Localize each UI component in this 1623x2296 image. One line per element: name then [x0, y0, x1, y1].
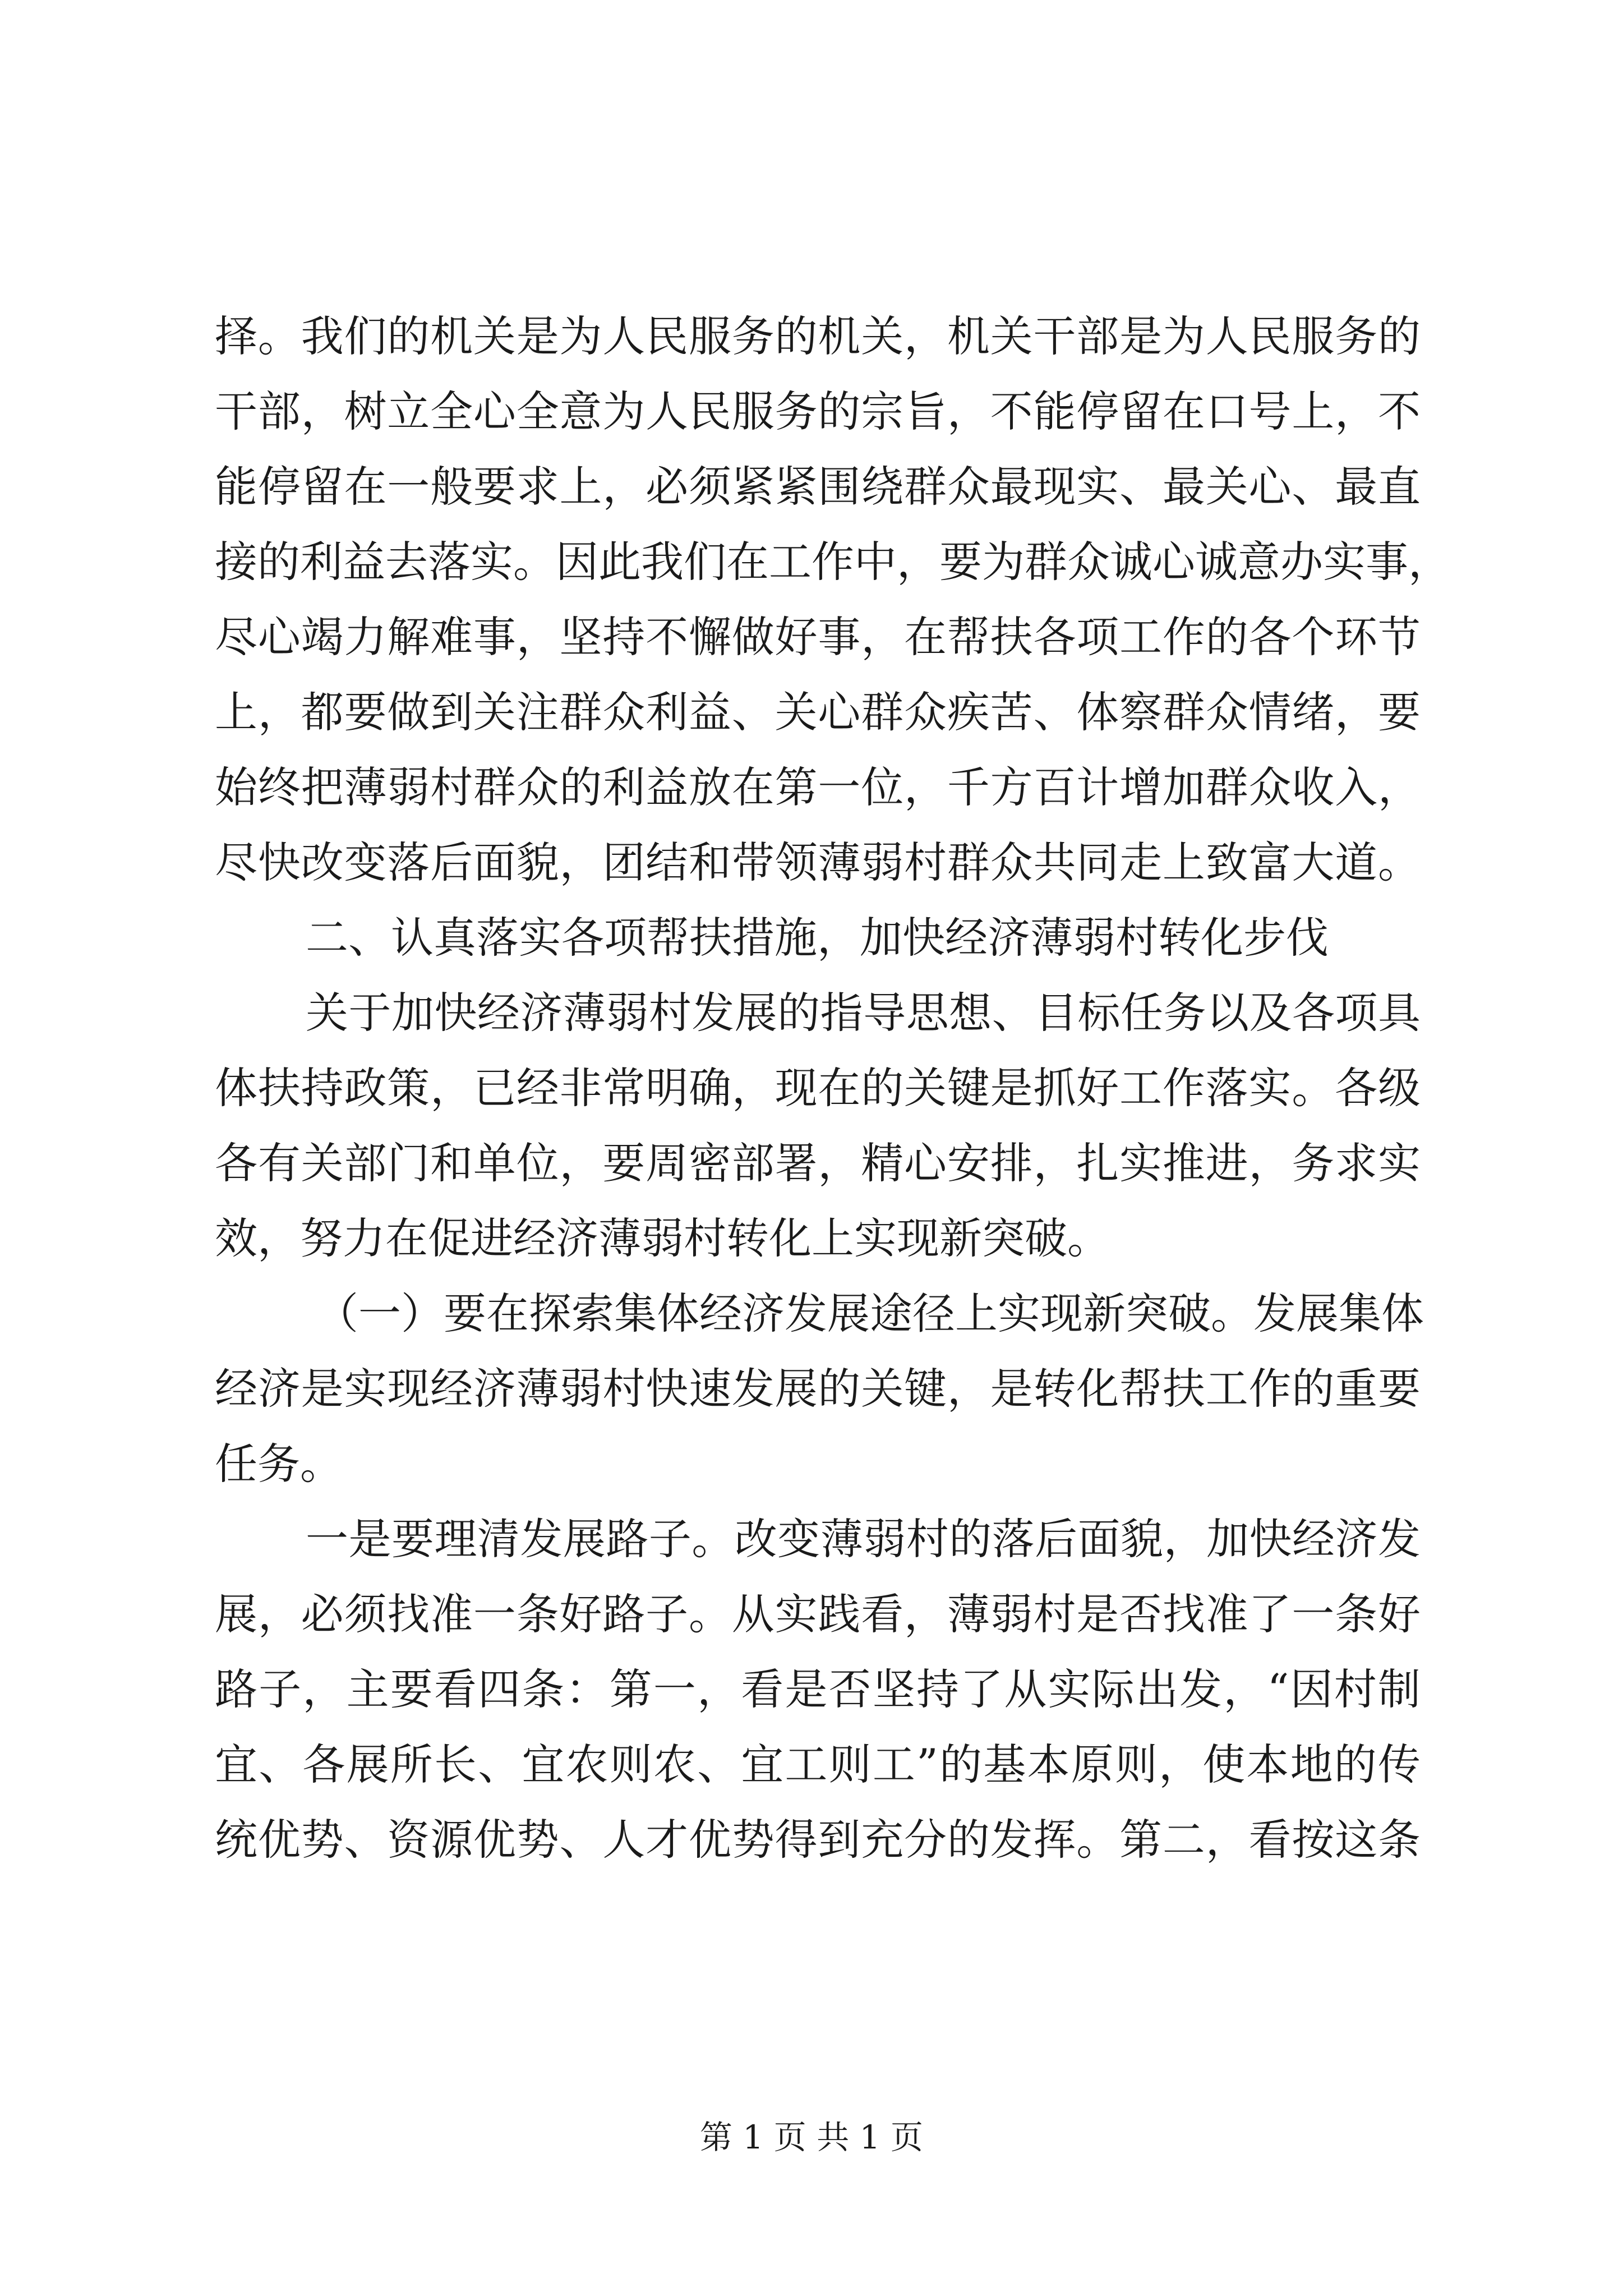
text-line: 能停留在一般要求上，必须紧紧围绕群众最现实、最关心、最直 [215, 462, 1421, 512]
page-footer: 第 1 页 共 1 页 [700, 2118, 923, 2156]
text-line: 择。我们的机关是为人民服务的机关，机关干部是为人民服务的 [215, 311, 1421, 361]
text-line: 经济是实现经济薄弱村快速发展的关键，是转化帮扶工作的重要 [215, 1364, 1421, 1414]
text-line: 路子，主要看四条：第一，看是否坚持了从实际出发，“因村制 [215, 1664, 1421, 1714]
text-line: 一是要理清发展路子。改变薄弱村的落后面貌，加快经济发 [306, 1514, 1421, 1564]
section-heading: 二、认真落实各项帮扶措施，加快经济薄弱村转化步伐 [306, 913, 1329, 963]
text-line: 效，努力在促进经济薄弱村转化上实现新突破。 [215, 1213, 1110, 1263]
text-line: 尽心竭力解难事，坚持不懈做好事，在帮扶各项工作的各个环节 [215, 612, 1421, 662]
text-line: 接的利益去落实。因此我们在工作中，要为群众诚心诚意办实事， [215, 537, 1451, 587]
text-line: 体扶持政策，已经非常明确，现在的关键是抓好工作落实。各级 [215, 1063, 1421, 1113]
subsection-line: （一）要在探索集体经济发展途径上实现新突破。发展集体 [316, 1289, 1424, 1338]
text-line: 关于加快经济薄弱村发展的指导思想、目标任务以及各项具 [306, 988, 1421, 1038]
text-line: 始终把薄弱村群众的利益放在第一位，千方百计增加群众收入， [215, 762, 1421, 812]
text-line: 展，必须找准一条好路子。从实践看，薄弱村是否找准了一条好 [215, 1589, 1421, 1639]
text-line: 统优势、资源优势、人才优势得到充分的发挥。第二，看按这条 [215, 1815, 1421, 1865]
text-line: 尽快改变落后面貌，团结和带领薄弱村群众共同走上致富大道。 [215, 838, 1421, 887]
text-line: 各有关部门和单位，要周密部署，精心安排，扎实推进，务求实 [215, 1138, 1421, 1188]
document-body [215, 299, 1451, 1878]
text-line: 任务。 [215, 1439, 343, 1489]
text-line: 干部，树立全心全意为人民服务的宗旨，不能停留在口号上，不 [215, 386, 1421, 436]
text-line: 上，都要做到关注群众利益、关心群众疾苦、体察群众情绪，要 [215, 687, 1421, 737]
text-line: 宜、各展所长、宜农则农、宜工则工”的基本原则，使本地的传 [215, 1740, 1421, 1789]
